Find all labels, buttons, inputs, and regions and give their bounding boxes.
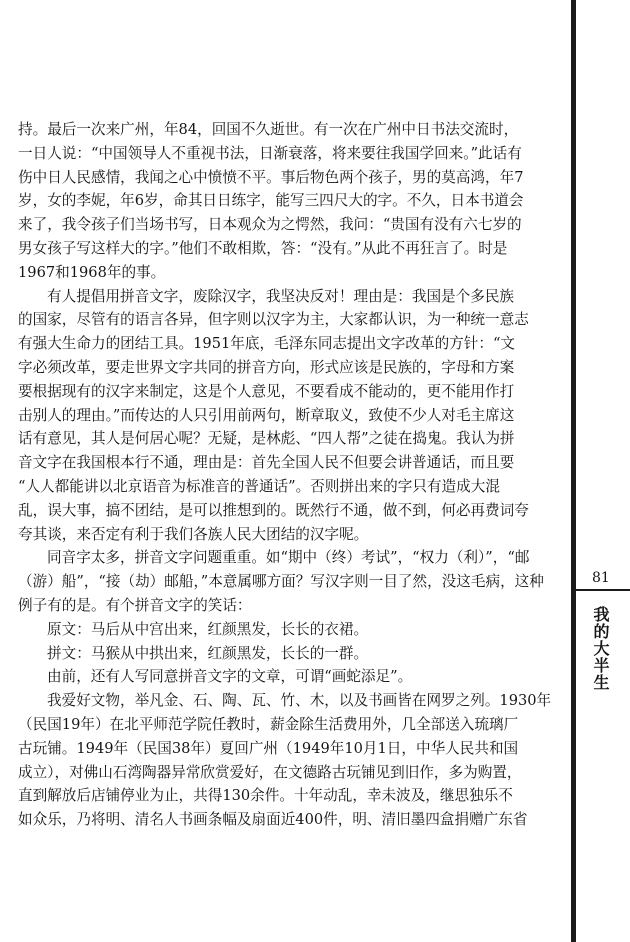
paragraph (18, 118, 553, 285)
body-text (18, 118, 553, 832)
text-line: 有强大生命力的团结工具。1951年底，毛泽东同志提出文字改革的方针：“文 (18, 335, 516, 353)
text-line: 要根据现有的汉字来制定，这是个人意见，不要看成不能动的，更不能用作打 (18, 382, 515, 400)
text-line: 岁，女的李妮，年6岁，命其日日练字，能写三四尺大的字。不久，日本书道会 (18, 192, 524, 210)
text-line: 持。最后一次来广州，年84，回国不久逝世。有一次在广州中日书法交流时， (18, 121, 519, 138)
text-line: 古玩铺。1949年（民国38年）夏回广州（1949年10月1日，中华人民共和国 (18, 739, 519, 757)
text-line: 的国家，尽管有的语言各异，但字则以汉字为主，大家都认识，为一种统一意志 (18, 311, 529, 329)
text-line: 同音字太多，拼音文字问题重重。如“期中（终）考试”，“权力（利）”，“邮 (47, 549, 530, 567)
text-line: （民国19年）在北平师范学院任教时，薪金除生活费用外，几全部送入琉璃厂 (18, 715, 519, 733)
text-line: 击别人的理由。”而传达的人只引用前两句，断章取义，致使不少人对毛主席这 (18, 406, 515, 424)
paragraph (18, 665, 553, 689)
text-line: 拼文：马猴从中拱出来，红颜黑发，长长的一群。 (47, 644, 369, 662)
text-line: 直到解放后店铺停业为止，共得130余件。十年动乱，幸未波及，继思独乐不 (18, 787, 513, 805)
text-line: 乱，误大事，搞不团结，是可以推想到的。既然行不通，做不到，何必再费词夸 (18, 501, 529, 519)
text-line: 话有意见，其人是何居心呢？无疑，是林彪、“四人帮”之徒在捣鬼。我认为拼 (18, 430, 515, 448)
text-line: 来了，我令孩子们当场书写，日本观众为之愕然，我问：“贵国有没有六七岁的 (18, 216, 522, 234)
text-line: 例子有的是。有个拼音文字的笑话： (18, 596, 252, 614)
text-line: 成立），对佛山石湾陶器异常欣赏爱好，在文德路古玩铺见到旧作，多为购置， (18, 763, 522, 781)
page-number: 81 (592, 570, 610, 586)
margin-rule (571, 0, 576, 942)
text-line: 一日人说：“中国领导人不重视书法，日渐衰落，将来要往我国学回来。”此话有 (18, 144, 522, 162)
text-line: 原文：马后从中宫出来，红颜黑发，长长的衣裙。 (47, 620, 369, 638)
text-line: 音文字在我国根本行不通，理由是：首先全国人民不但要会讲普通话，而且要 (18, 454, 515, 472)
text-line: 1967和1968年的事。 (18, 263, 166, 281)
text-line: 伤中日人民感情，我闻之心中愤愤不平。事后物色两个孩子，男的莫高鸿，年7 (18, 168, 524, 186)
paragraph (18, 285, 553, 547)
text-line: 由前，还有人写同意拼音文字的文章，可谓“画蛇添足”。 (47, 668, 413, 686)
paragraph (18, 546, 553, 617)
text-line: 字必须改革，要走世界文字共同的拼音方向，形式应该是民族的，字母和方案 (18, 358, 515, 376)
paragraph (18, 689, 553, 832)
text-line: 如众乐，乃将明、清名人书画条幅及扇面近400件，明、清旧墨四盒捐赠广东省 (18, 811, 528, 829)
running-head: 我的大半生 (591, 606, 610, 691)
text-line: 男女孩子写这样大的字。”他们不敢相欺，答：“没有。”从此不再狂言了。时是 (18, 239, 508, 257)
paragraph (18, 618, 553, 642)
text-line: “人人都能讲以北京语音为标准音的普通话”。否则拼出来的字只有造成大混 (18, 477, 500, 495)
paragraph (18, 642, 553, 666)
page-number-rule (571, 589, 630, 591)
text-line: 夸其谈，来否定有利于我们各族人民大团结的汉字呢。 (18, 525, 369, 543)
text-line: （游）船”，“接（劫）邮船，”本意属哪方面？写汉字则一目了然，没这毛病，这种 (18, 573, 544, 591)
text-line: 有人提倡用拼音文字，废除汉字，我坚决反对！理由是：我国是个多民族 (47, 287, 515, 305)
text-line: 我爱好文物，举凡金、石、陶、瓦、竹、木，以及书画皆在网罗之列。1930年 (47, 692, 552, 710)
